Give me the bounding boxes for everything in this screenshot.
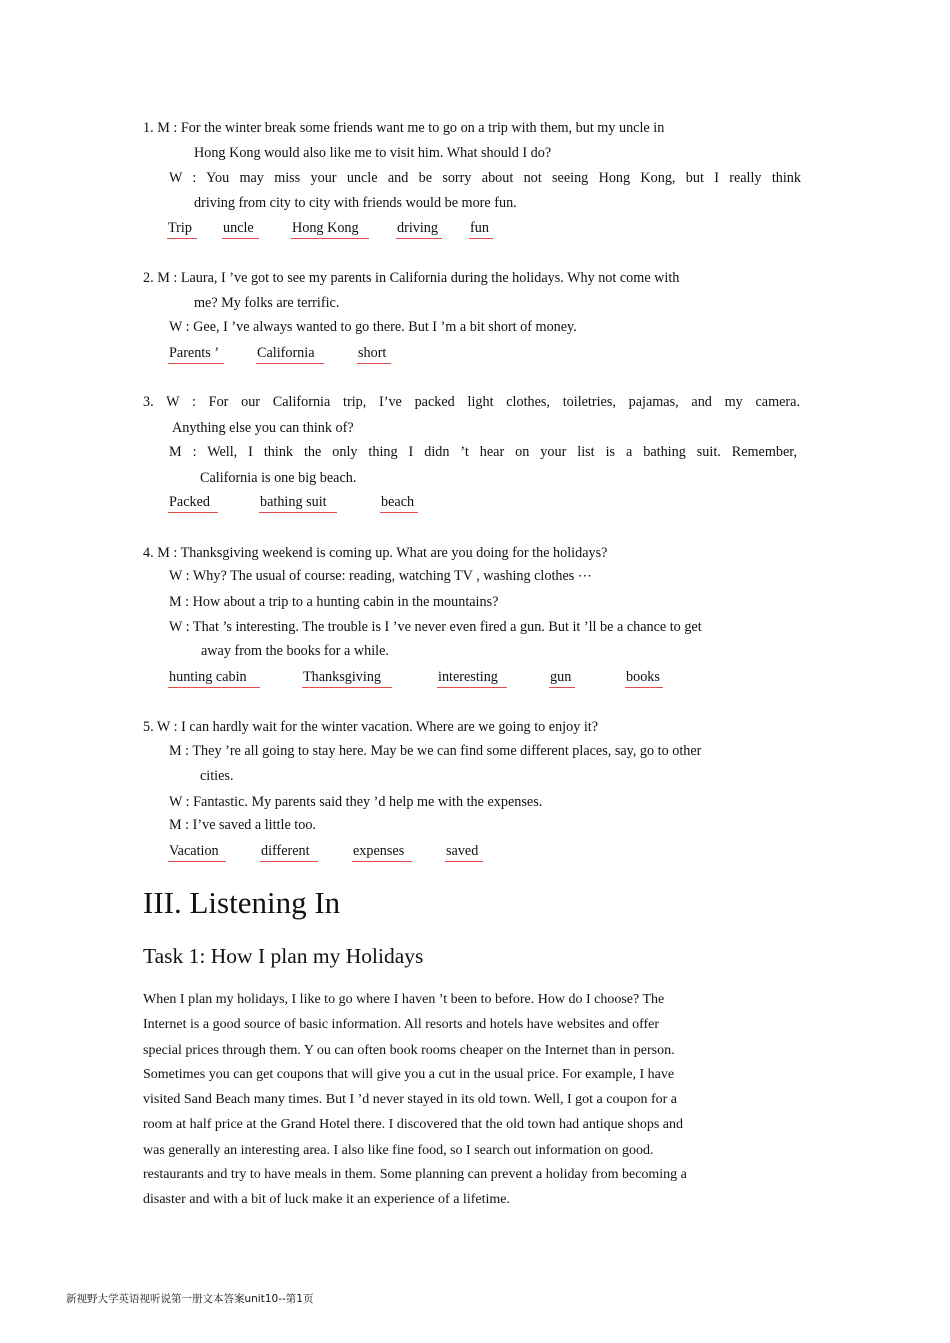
item-2-line-1: 2. M : Laura, I ’ve got to see my parents in California during the holidays. Why not come with [143,270,680,286]
item-4-line-4: W : That ’s interesting. The trouble is I ’ve never even fired a gun. But it ’ll be a chance to get [169,619,702,635]
passage-line-3: special prices through them. Y ou can often book rooms cheaper on the Internet than in person. [143,1043,675,1058]
keyword-underline [625,687,663,688]
keyword-underline [222,238,259,239]
keyword-underline [260,861,318,862]
item-5-keyword-expenses: expenses [353,843,405,859]
item-5-line-2: M : They ’re all going to stay here. May be we can find some different places, say, go to other [169,743,702,759]
item-5-keyword-different: different [261,843,310,859]
item-5-line-5: M : I’ve saved a little too. [169,817,316,833]
item-4-line-5: away from the books for a while. [201,643,389,659]
item-2-keyword-short: short [358,345,387,361]
item-4-line-2: W : Why? The usual of course: reading, watching TV , washing clothes ⋯ [169,568,593,584]
keyword-underline [168,363,224,364]
item-3-keyword-bathing-suit: bathing suit [260,494,327,510]
item-1-line-4: driving from city to city with friends would be more fun. [194,195,517,211]
item-5-line-1: 5. W : I can hardly wait for the winter vacation. Where are we going to enjoy it? [143,719,599,735]
keyword-underline [291,238,369,239]
keyword-underline [168,512,218,513]
item-1-keyword-trip: Trip [168,220,192,236]
passage-line-2: Internet is a good source of basic information. All resorts and hotels have websites and offer [143,1017,660,1032]
keyword-underline [357,363,391,364]
passage-line-7: was generally an interesting area. I also like fine food, so I search out information on good. [143,1143,654,1158]
item-1-line-2: Hong Kong would also like me to visit him. What should I do? [194,145,552,161]
passage-line-6: room at half price at the Grand Hotel there. I discovered that the old town had antique shops and [143,1117,683,1132]
passage-line-1: When I plan my holidays, I like to go where I haven ’t been to before. How do I choose? The [143,992,665,1007]
item-4-keyword-thanksgiving: Thanksgiving [303,669,382,685]
item-5-keyword-saved: saved [446,843,479,859]
keyword-underline [352,861,412,862]
passage-line-4: Sometimes you can get coupons that will give you a cut in the usual price. For example, I have [143,1067,675,1082]
item-5-line-3: cities. [200,768,234,784]
item-1-keyword-fun: fun [470,220,489,236]
item-4-keyword-interesting: interesting [438,669,498,685]
item-4-keyword-gun: gun [550,669,572,685]
section-title: III. Listening In [143,885,341,920]
task-title: Task 1: How I plan my Holidays [143,944,424,968]
passage-line-5: visited Sand Beach many times. But I ’d never stayed in its old town. Well, I got a coupon for a [143,1092,678,1107]
keyword-underline [380,512,418,513]
keyword-underline [256,363,324,364]
keyword-underline [396,238,442,239]
item-1-keyword-hong-kong: Hong Kong [292,220,359,236]
item-4-keyword-books: books [626,669,660,685]
item-2-line-2: me? My folks are terrific. [194,295,340,311]
keyword-underline [445,861,483,862]
item-3-keyword-packed: Packed [169,494,210,510]
item-2-keyword-parents: Parents ’ [169,345,220,361]
item-3-line-2: Anything else you can think of? [172,420,354,436]
item-3-line-4: California is one big beach. [200,470,357,486]
passage-line-8: restaurants and try to have meals in them. Some planning can prevent a holiday from becoming a [143,1167,687,1182]
item-1-line-3: W : You may miss your uncle and be sorry about not seeing Hong Kong, but I really think [169,170,801,186]
item-4-keyword-hunting-cabin: hunting cabin [169,669,247,685]
item-1-line-1: 1. M : For the winter break some friends want me to go on a trip with them, but my uncle in [143,120,665,136]
item-4-line-1: 4. M : Thanksgiving weekend is coming up. What are you doing for the holidays? [143,545,608,561]
item-4-line-3: M : How about a trip to a hunting cabin in the mountains? [169,594,499,610]
keyword-underline [437,687,507,688]
keyword-underline [469,238,493,239]
keyword-underline [259,512,337,513]
item-1-keyword-uncle: uncle [223,220,254,236]
keyword-underline [167,238,197,239]
keyword-underline [302,687,392,688]
item-3-line-1: 3. W : For our California trip, I’ve packed light clothes, toiletries, pajamas, and my camera. [143,394,800,410]
item-1-keyword-driving: driving [397,220,438,236]
item-2-keyword-california: California [257,345,315,361]
keyword-underline [168,861,226,862]
keyword-underline [168,687,260,688]
item-5-line-4: W : Fantastic. My parents said they ’d help me with the expenses. [169,794,543,810]
keyword-underline [549,687,575,688]
passage-line-9: disaster and with a bit of luck make it an experience of a lifetime. [143,1192,510,1207]
item-3-keyword-beach: beach [381,494,415,510]
item-3-line-3: M : Well, I think the only thing I didn ’t hear on your list is a bathing suit. Remember, [169,444,797,460]
item-5-keyword-vacation: Vacation [169,843,219,859]
page-footer: 新视野大学英语视听说第一册文本答案unit10--第1页 [66,1293,314,1305]
item-2-line-3: W : Gee, I ’ve always wanted to go there. But I ’m a bit short of money. [169,319,577,335]
